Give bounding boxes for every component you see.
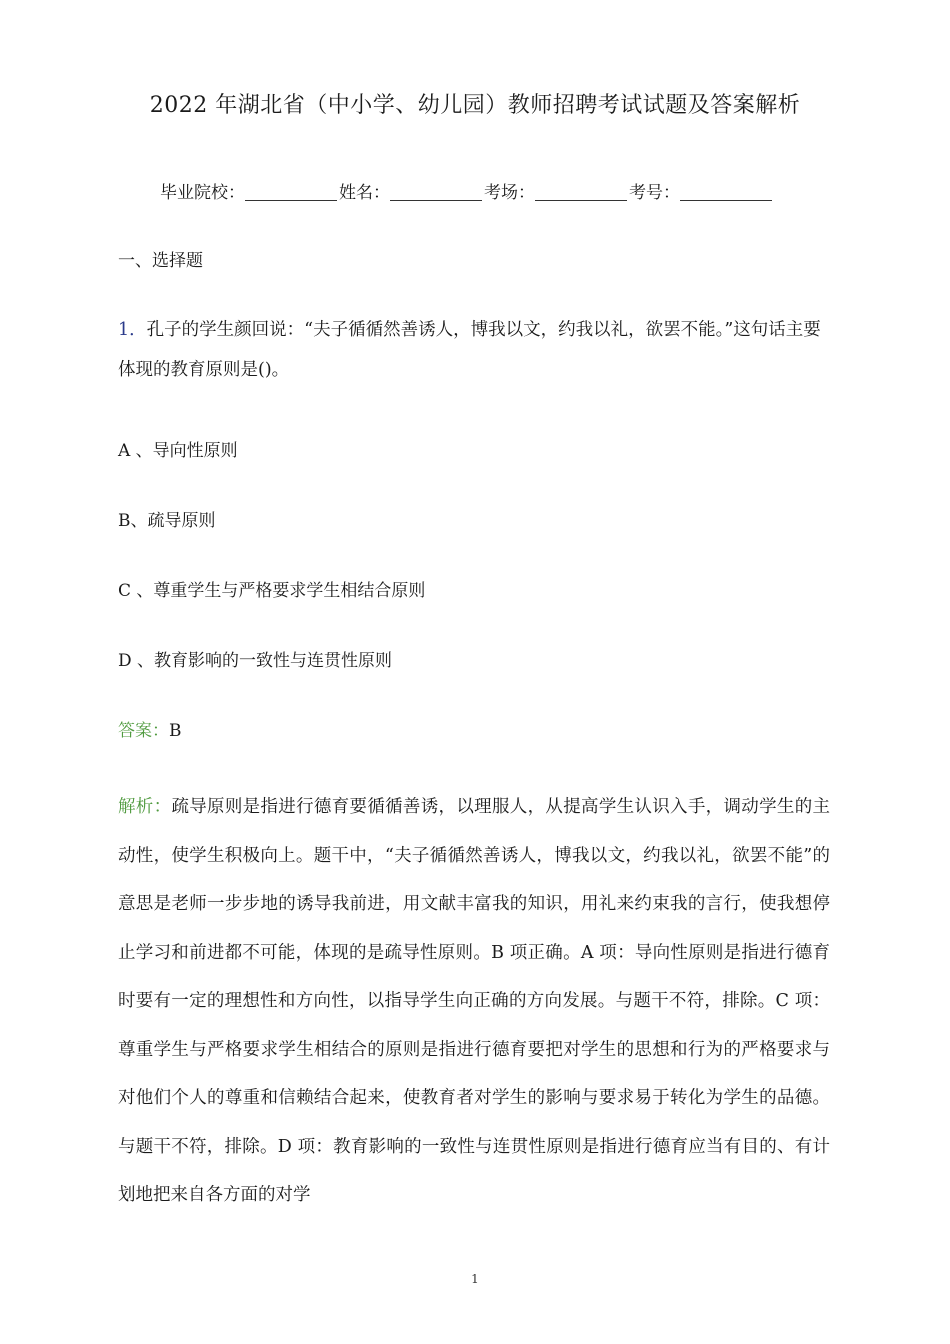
document-title: 2022 年湖北省（中小学、幼儿园）教师招聘考试试题及答案解析 [149,93,801,118]
option-b: B、疏导原则 [118,511,216,531]
answer-value: B [169,721,182,741]
option-a: A 、导向性原则 [118,441,238,461]
option-c: C 、尊重学生与严格要求学生相结合原则 [118,581,426,601]
room-blank [535,182,627,201]
question-text: 孔子的学生颜回说：“夫子循循然善诱人，博我以文，约我以礼，欲罢不能。”这句话主要体现的教育原则是()。 [118,320,821,380]
candidate-info-line [160,178,774,203]
name-label: 姓名： [339,183,390,203]
question-1 [118,310,838,390]
answer-label: 答案： [118,721,169,741]
id-label: 考号： [629,183,680,203]
section-title: 一、选择题 [118,251,203,271]
id-blank [680,182,772,201]
question-number: 1． [118,320,147,340]
analysis-paragraph [118,783,830,1220]
page-number: 1 [471,1272,479,1286]
school-blank [245,182,337,201]
school-label: 毕业院校： [160,183,245,203]
option-d: D 、教育影响的一致性与连贯性原则 [118,651,393,671]
analysis-text: 疏导原则是指进行德育要循循善诱，以理服人，从提高学生认识入手，调动学生的主动性，使学生积极向上。题干中，“夫子循循然善诱人，博我以文，约我以礼，欲罢不能”的意思是老师一步步地的诱导我前进，用文献丰富我的知识，用礼来约束我的言行，使我想停止学习和前进都不可能，体现的是疏导性原则。B 项正确。A 项：导向性原则是指进行德育时要有一定的理想性和方向性，以指导学生向正确的方向发展。与题干不符，排除。C 项：尊重学生与严格要求学生相结合的原则是指进行德育要把对学生的思想和行为的严格要求与对他们个人的尊重和信赖结合起来，使教育者对学生的影响与要求易于转化为学生的品德。与题干不符，排除。D 项：教育影响的一致性与连贯性原则是指进行德育应当有目的、有计划地把来自各方面的对学 [118,797,831,1205]
answer-line [118,716,182,741]
analysis-label: 解析： [118,797,172,817]
name-blank [390,182,482,201]
room-label: 考场： [484,183,535,203]
